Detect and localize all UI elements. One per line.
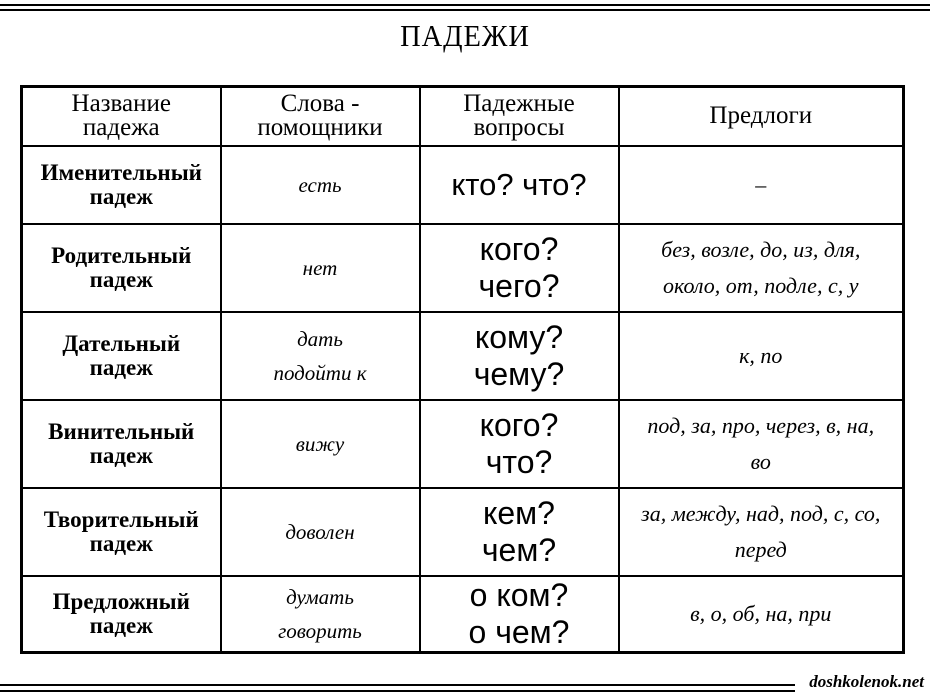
top-rule-2 — [0, 9, 930, 11]
bottom-rule-1 — [0, 684, 795, 686]
case-questions: кого? чего? — [420, 224, 619, 312]
site-watermark: doshkolenok.net — [809, 672, 924, 691]
prepositions: – — [619, 146, 904, 224]
case-name: Именительный падеж — [22, 146, 221, 224]
header-prepositions: Предлоги — [619, 87, 904, 146]
header-name: Название падежа — [22, 87, 221, 146]
table-row — [22, 146, 904, 224]
table-row — [22, 312, 904, 400]
case-questions: кому? чему? — [420, 312, 619, 400]
prepositions: в, о, об, на, при — [619, 576, 904, 653]
table-row — [22, 224, 904, 312]
case-questions: о ком? о чем? — [420, 576, 619, 653]
table-row — [22, 488, 904, 576]
helper-words: думать говорить — [221, 576, 420, 653]
case-questions: кого? что? — [420, 400, 619, 488]
page-title: ПАДЕЖИ — [400, 18, 530, 53]
prepositions: к, по — [619, 312, 904, 400]
prepositions: за, между, над, под, с, со, перед — [619, 488, 904, 576]
case-name: Дательный падеж — [22, 312, 221, 400]
header-row — [22, 87, 904, 146]
case-name: Творительный падеж — [22, 488, 221, 576]
case-name: Предложный падеж — [22, 576, 221, 653]
helper-words: есть — [221, 146, 420, 224]
helper-words: вижу — [221, 400, 420, 488]
case-questions: кем? чем? — [420, 488, 619, 576]
helper-words: доволен — [221, 488, 420, 576]
helper-words: дать подойти к — [221, 312, 420, 400]
header-questions: Падежные вопросы — [420, 87, 619, 146]
bottom-rule-2 — [0, 690, 795, 692]
prepositions: под, за, про, через, в, на, во — [619, 400, 904, 488]
case-name: Винительный падеж — [22, 400, 221, 488]
cases-table — [20, 85, 905, 654]
prepositions: без, возле, до, из, для, около, от, подле, с, у — [619, 224, 904, 312]
helper-words: нет — [221, 224, 420, 312]
top-rule-1 — [0, 4, 930, 6]
header-helpers: Слова - помощники — [221, 87, 420, 146]
table-row — [22, 400, 904, 488]
case-questions: кто? что? — [420, 146, 619, 224]
case-name: Родительный падеж — [22, 224, 221, 312]
table-row — [22, 576, 904, 653]
